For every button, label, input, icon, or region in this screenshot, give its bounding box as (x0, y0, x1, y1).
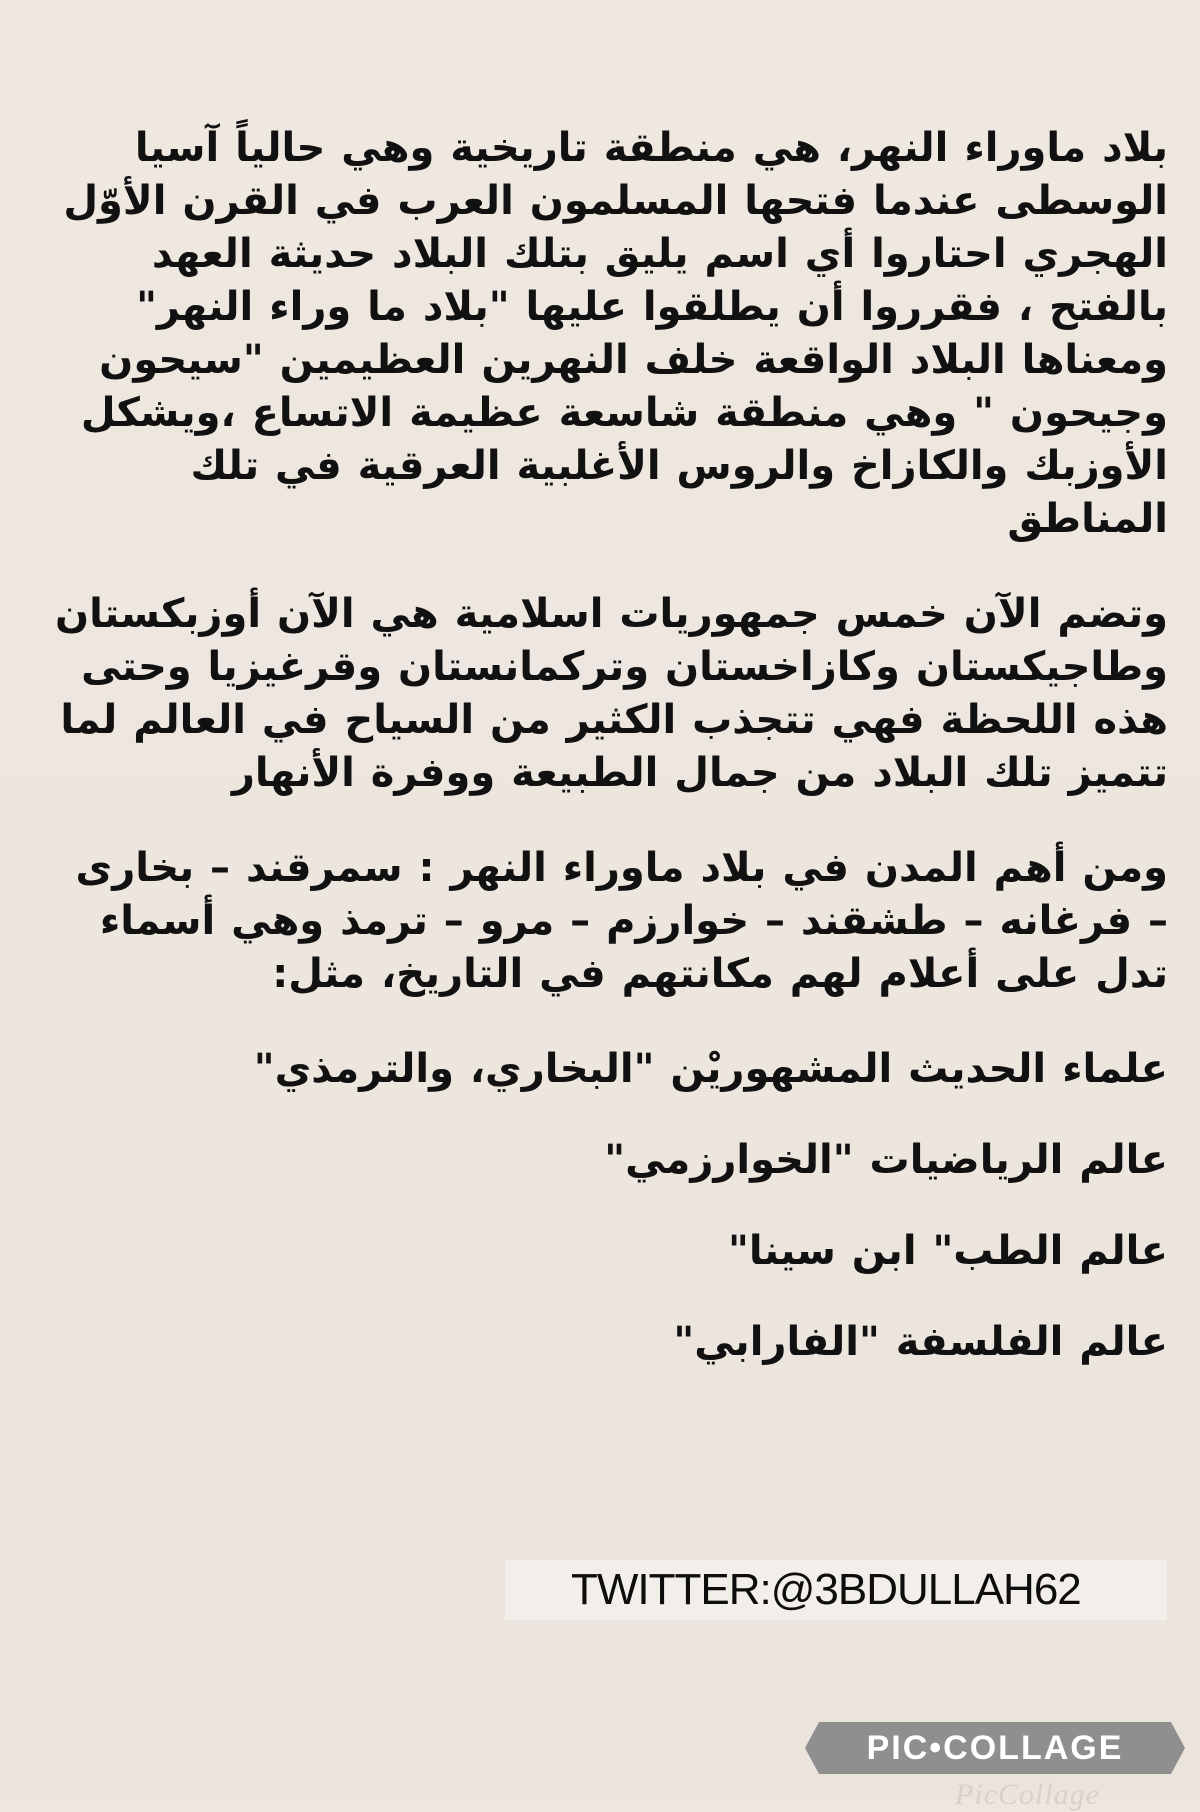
paragraph-spacer (40, 1096, 1168, 1134)
watermark-label: PIC•COLLAGE (866, 1728, 1124, 1767)
twitter-handle: TWITTER:@3BDULLAH62 (571, 1565, 1081, 1614)
paragraph-spacer (40, 1187, 1168, 1225)
paragraph-spacer (40, 1278, 1168, 1316)
paragraph-physician: عالم الطب" ابن سينا" (728, 1228, 1168, 1274)
paragraph-spacer (40, 546, 1168, 588)
paragraph-spacer (40, 1001, 1168, 1043)
paragraph-mathematician: عالم الرياضيات "الخوارزمي" (604, 1137, 1168, 1183)
paragraph-republics: وتضم الآن خمس جمهوريات اسلامية هي الآن أوزبكستان وطاجيكستان وكازاخستان وتركمانستان وقرغيزيا وحتى هذه اللحظة فهي تتجذب الكثير من السياح في العالم لما تتميز تلك البلاد من جمال الطبيعة ووفرة الأنهار (54, 591, 1168, 796)
twitter-handle-banner (505, 1560, 1167, 1620)
watermark-ghost-text: PicCollage (955, 1778, 1100, 1811)
paragraph-philosopher: عالم الفلسفة "الفارابي" (673, 1319, 1168, 1365)
paragraph-hadith-scholars: علماء الحديث المشهوريْن "البخاري، والترمذي" (253, 1046, 1168, 1092)
paragraph-spacer (40, 800, 1168, 842)
paragraph-cities: ومن أهم المدن في بلاد ماوراء النهر : سمرقند – بخارى – فرغانه – طشقند – خوارزم – مرو – ترمذ وهي أسماء تدل على أعلام لهم مكانتهم في التاريخ، مثل: (75, 845, 1168, 997)
pic-collage-watermark (819, 1722, 1171, 1774)
article-body (40, 122, 1168, 1369)
paragraph-intro: بلاد ماوراء النهر، هي منطقة تاريخية وهي حالياً آسيا الوسطى عندما فتحها المسلمون العرب في القرن الأوّل الهجري احتاروا أي اسم يليق بتلك البلاد حديثة العهد بالفتح ، فقرروا أن يطلقوا عليها "بلاد ما وراء النهر" ومعناها البلاد الواقعة خلف النهرين العظيمين "سيحون وجيحون " وهي منطقة شاسعة عظيمة الاتساع ،ويشكل الأوزبك والكازاخ والروس الأغلبية العرقية في تلك المناطق (63, 125, 1168, 542)
